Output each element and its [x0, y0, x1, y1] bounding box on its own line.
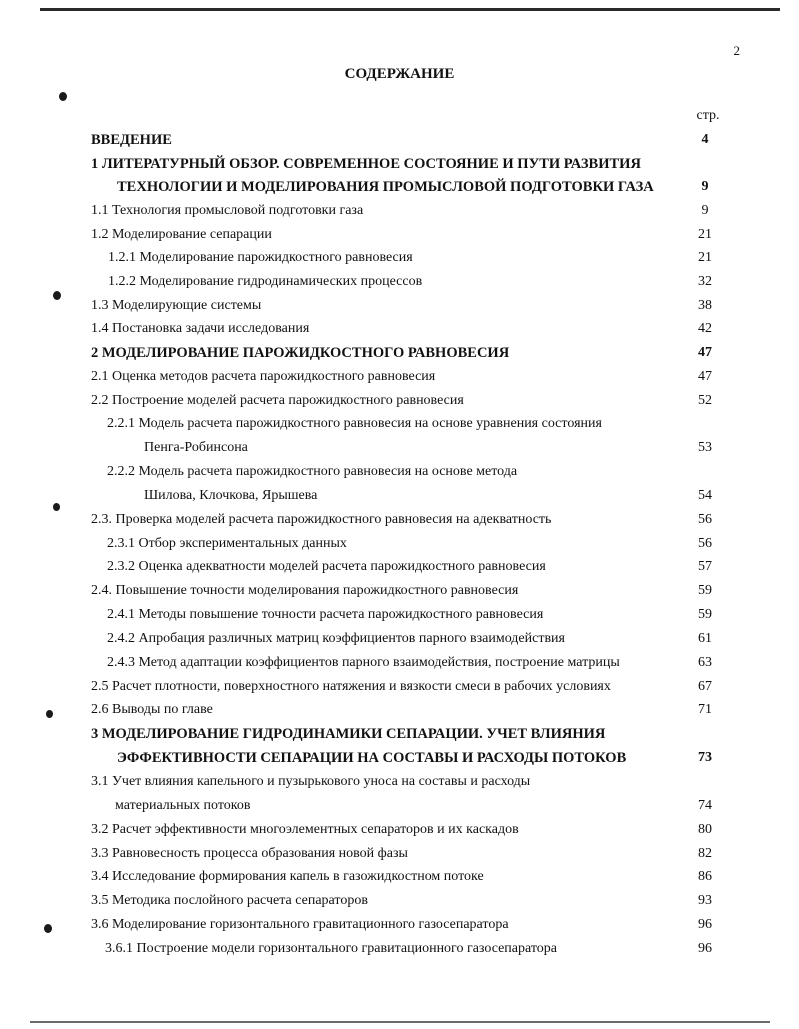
- toc-page: 4: [701, 132, 709, 147]
- toc-entry: 2.3.1 Отбор экспериментальных данных: [107, 536, 347, 551]
- toc-entry: 1.2.1 Моделирование парожидкостного равновесия: [108, 250, 413, 265]
- toc-entry: 2.3. Проверка моделей расчета парожидкостного равновесия на адекватность: [91, 512, 552, 527]
- toc-entry: 2.4.1 Методы повышение точности расчета парожидкостного равновесия: [107, 607, 544, 622]
- toc-page: 96: [698, 941, 712, 956]
- toc-page: 86: [698, 869, 712, 884]
- toc-entry: 2.2.2 Модель расчета парожидкостного равновесия на основе метода: [107, 464, 518, 479]
- binder-hole-mark: [53, 503, 60, 511]
- binder-hole-mark: [53, 291, 61, 300]
- toc-page: 73: [698, 750, 712, 765]
- toc-entry-chapter-3-cont: ЭФФЕКТИВНОСТИ СЕПАРАЦИИ НА СОСТАВЫ И РАСХОДЫ ПОТОКОВ: [117, 750, 627, 766]
- binder-hole-mark: [46, 710, 53, 718]
- toc-entry: 2.4. Повышение точности моделирования парожидкостного равновесия: [91, 583, 519, 598]
- toc-page: 54: [698, 488, 712, 503]
- toc-entry-chapter-3: 3 МОДЕЛИРОВАНИЕ ГИДРОДИНАМИКИ СЕПАРАЦИИ. УЧЕТ ВЛИЯНИЯ: [91, 726, 606, 742]
- toc-entry: 2.2.1 Модель расчета парожидкостного равновесия на основе уравнения состояния: [107, 416, 602, 431]
- toc-entry: 1.4 Постановка задачи исследования: [91, 321, 310, 336]
- page-number: 2: [733, 43, 740, 58]
- toc-entry: 3.3 Равновесность процесса образования новой фазы: [91, 846, 408, 861]
- toc-entry: 3.6 Моделирование горизонтального гравитационного газосепаратора: [91, 917, 509, 932]
- scan-bottom-edge: [30, 1021, 770, 1023]
- toc-page: 82: [698, 846, 712, 861]
- toc-page: [688, 413, 722, 435]
- toc-entry: 3.2 Расчет эффективности многоэлементных сепараторов и их каскадов: [91, 822, 519, 837]
- toc-page: 96: [698, 917, 712, 932]
- toc-entry-chapter-1: 1 ЛИТЕРАТУРНЫЙ ОБЗОР. СОВРЕМЕННОЕ СОСТОЯНИЕ И ПУТИ РАЗВИТИЯ: [91, 156, 641, 172]
- page-title: СОДЕРЖАНИЕ: [344, 66, 455, 82]
- toc-page: 59: [698, 607, 712, 622]
- toc-entry-introduction: ВВЕДЕНИЕ: [91, 132, 172, 148]
- toc-entry: 3.5 Методика послойного расчета сепараторов: [91, 893, 368, 908]
- binder-hole-mark: [59, 92, 67, 101]
- toc-page: 9: [701, 179, 709, 194]
- toc-page: 61: [698, 631, 712, 646]
- toc-entry: 2.5 Расчет плотности, поверхностного натяжения и вязкости смеси в рабочих условиях: [91, 679, 611, 694]
- toc-entry-chapter-2: 2 МОДЕЛИРОВАНИЕ ПАРОЖИДКОСТНОГО РАВНОВЕСИЯ: [91, 345, 510, 361]
- toc-entry-continuation: Пенга-Робинсона: [144, 440, 248, 455]
- toc-page: 9: [701, 203, 709, 218]
- binder-hole-mark: [44, 924, 52, 933]
- toc-page: 53: [698, 440, 712, 455]
- toc-page: 93: [698, 893, 712, 908]
- toc-page: [688, 771, 722, 793]
- toc-entry: 1.1 Технология промысловой подготовки газа: [91, 203, 364, 218]
- toc-entry-continuation: Шилова, Клочкова, Ярышева: [144, 488, 318, 503]
- toc-entry: 1.3 Моделирующие системы: [91, 298, 262, 313]
- toc-page: [688, 461, 722, 483]
- toc-page: 52: [698, 393, 712, 408]
- scan-top-edge: [40, 8, 780, 11]
- toc-page: 42: [698, 321, 712, 336]
- toc-page: 80: [698, 822, 712, 837]
- toc-page: 63: [698, 655, 712, 670]
- toc-page: [688, 153, 722, 175]
- toc-page: 71: [698, 702, 712, 717]
- toc-page: 56: [698, 536, 712, 551]
- toc-entry: 1.2 Моделирование сепарации: [91, 227, 272, 242]
- toc-page: 74: [698, 798, 712, 813]
- toc-page: 32: [698, 274, 712, 289]
- toc-page: 38: [698, 298, 712, 313]
- toc-entry: 2.4.2 Апробация различных матриц коэффициентов парного взаимодействия: [107, 631, 565, 646]
- toc-entry: 3.4 Исследование формирования капель в газожидкостном потоке: [91, 869, 484, 884]
- toc-entry: 2.2 Построение моделей расчета парожидкостного равновесия: [91, 393, 464, 408]
- toc-entry: 3.6.1 Построение модели горизонтального гравитационного газосепаратора: [105, 941, 558, 956]
- toc-page: 57: [698, 559, 712, 574]
- toc-entry: 2.1 Оценка методов расчета парожидкостного равновесия: [91, 369, 436, 384]
- toc-entry: 2.6 Выводы по главе: [91, 702, 213, 717]
- toc-page: 56: [698, 512, 712, 527]
- toc-entry: 2.4.3 Метод адаптации коэффициентов парного взаимодействия, построение матрицы: [107, 655, 620, 670]
- toc-entry: 3.1 Учет влияния капельного и пузырькового уноса на составы и расходы: [91, 774, 531, 789]
- toc-entry-chapter-1-cont: ТЕХНОЛОГИИ И МОДЕЛИРОВАНИЯ ПРОМЫСЛОВОЙ ПОДГОТОВКИ ГАЗА: [117, 179, 654, 195]
- toc-entry: 1.2.2 Моделирование гидродинамических процессов: [108, 274, 423, 289]
- toc-page: 21: [698, 250, 712, 265]
- toc-page: 21: [698, 227, 712, 242]
- toc-page: 59: [698, 583, 712, 598]
- toc-page: 67: [698, 679, 712, 694]
- toc-entry: 2.3.2 Оценка адекватности моделей расчета парожидкостного равновесия: [107, 559, 546, 574]
- toc-entry-continuation: материальных потоков: [115, 798, 251, 813]
- toc-page: 47: [698, 345, 712, 360]
- toc-page: [688, 723, 722, 745]
- page-column-label: стр.: [696, 108, 720, 123]
- toc-page: 47: [698, 369, 712, 384]
